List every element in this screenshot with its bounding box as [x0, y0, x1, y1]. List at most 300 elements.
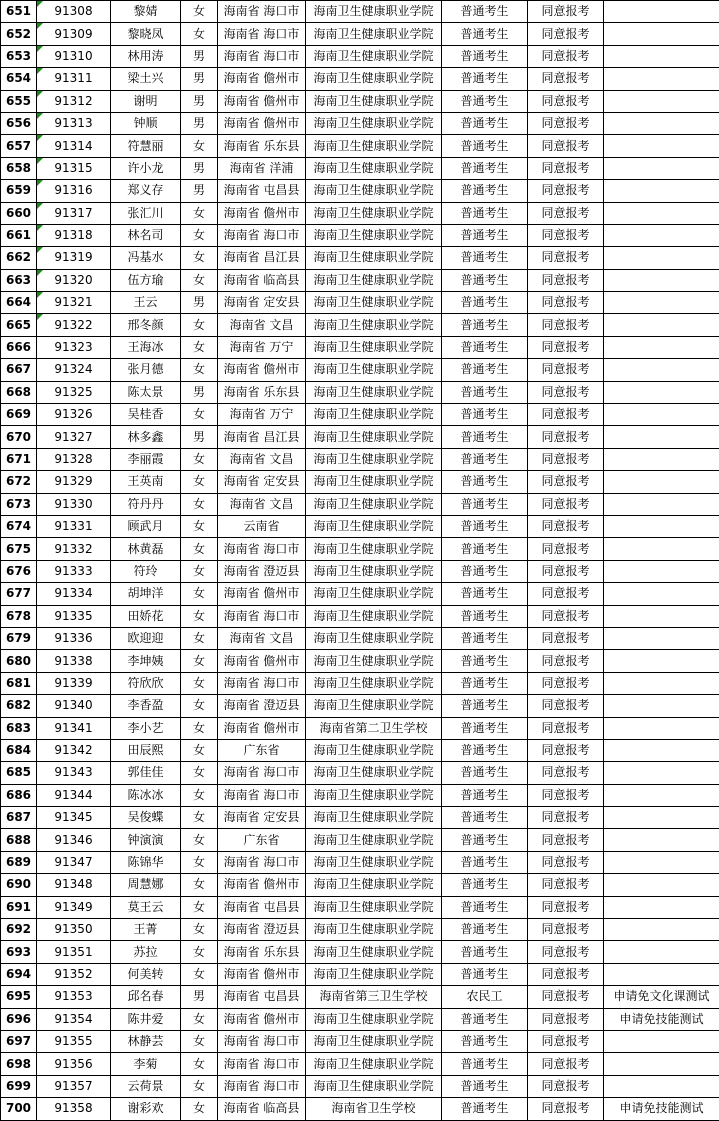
- note-cell: [604, 157, 719, 179]
- status-cell: 同意报考: [528, 112, 604, 134]
- sex-cell: 女: [181, 247, 218, 269]
- name-cell: 邱名春: [111, 986, 181, 1008]
- table-row: [1, 247, 719, 269]
- note-cell: [604, 896, 719, 918]
- name-cell: 李小艺: [111, 717, 181, 739]
- school-cell: 海南卫生健康职业学院: [306, 292, 442, 314]
- origin-cell: 海南省 海口市: [218, 605, 306, 627]
- school-cell: 海南卫生健康职业学院: [306, 896, 442, 918]
- table-row: [1, 784, 719, 806]
- applicant-type-cell: 普通考生: [442, 762, 528, 784]
- origin-cell: 海南省 定安县: [218, 471, 306, 493]
- row-number-cell: 683: [1, 717, 37, 739]
- status-cell: 同意报考: [528, 560, 604, 582]
- origin-cell: 海南省 海口市: [218, 538, 306, 560]
- table-row: [1, 605, 719, 627]
- origin-cell: 海南省 临高县: [218, 269, 306, 291]
- sex-cell: 女: [181, 717, 218, 739]
- table-row: [1, 1, 719, 23]
- table-row: [1, 896, 719, 918]
- row-number-cell: 670: [1, 426, 37, 448]
- school-cell: 海南卫生健康职业学院: [306, 807, 442, 829]
- applicant-type-cell: 普通考生: [442, 538, 528, 560]
- applicant-type-cell: 普通考生: [442, 247, 528, 269]
- origin-cell: 海南省 儋州市: [218, 717, 306, 739]
- table-row: [1, 314, 719, 336]
- applicant-type-cell: 普通考生: [442, 292, 528, 314]
- origin-cell: 海南省 澄迈县: [218, 695, 306, 717]
- name-cell: 吴俊蝶: [111, 807, 181, 829]
- applicant-id-cell: 91347: [37, 851, 111, 873]
- origin-cell: 海南省 屯昌县: [218, 986, 306, 1008]
- origin-cell: 广东省: [218, 739, 306, 761]
- note-cell: [604, 112, 719, 134]
- sex-cell: 女: [181, 135, 218, 157]
- note-cell: [604, 314, 719, 336]
- row-number-cell: 657: [1, 135, 37, 157]
- name-cell: 云荷景: [111, 1075, 181, 1097]
- status-cell: 同意报考: [528, 359, 604, 381]
- status-cell: 同意报考: [528, 538, 604, 560]
- status-cell: 同意报考: [528, 1098, 604, 1120]
- applicant-id-cell: 91315: [37, 157, 111, 179]
- note-cell: [604, 762, 719, 784]
- applicant-id-cell: 91336: [37, 627, 111, 649]
- name-cell: 林名司: [111, 224, 181, 246]
- row-number-cell: 673: [1, 493, 37, 515]
- sex-cell: 女: [181, 919, 218, 941]
- applicant-id-cell: 91349: [37, 896, 111, 918]
- status-cell: 同意报考: [528, 605, 604, 627]
- school-cell: 海南卫生健康职业学院: [306, 202, 442, 224]
- school-cell: 海南卫生健康职业学院: [306, 1075, 442, 1097]
- sex-cell: 女: [181, 583, 218, 605]
- applicant-id-cell: 91311: [37, 68, 111, 90]
- name-cell: 符丹丹: [111, 493, 181, 515]
- note-cell: [604, 1030, 719, 1052]
- applicant-type-cell: 普通考生: [442, 515, 528, 537]
- table-row: [1, 292, 719, 314]
- origin-cell: 海南省 万宁: [218, 404, 306, 426]
- applicant-id-cell: 91332: [37, 538, 111, 560]
- status-cell: 同意报考: [528, 314, 604, 336]
- applicant-id-cell: 91338: [37, 650, 111, 672]
- origin-cell: 海南省 洋浦: [218, 157, 306, 179]
- status-cell: 同意报考: [528, 1075, 604, 1097]
- status-cell: 同意报考: [528, 493, 604, 515]
- status-cell: 同意报考: [528, 515, 604, 537]
- status-cell: 同意报考: [528, 874, 604, 896]
- row-number-cell: 694: [1, 963, 37, 985]
- origin-cell: 云南省: [218, 515, 306, 537]
- applicant-id-cell: 91339: [37, 672, 111, 694]
- table-row: [1, 986, 719, 1008]
- note-cell: [604, 336, 719, 358]
- sex-cell: 男: [181, 112, 218, 134]
- status-cell: 同意报考: [528, 224, 604, 246]
- applicant-type-cell: 普通考生: [442, 695, 528, 717]
- note-cell: 申请免技能测试: [604, 1098, 719, 1120]
- sex-cell: 女: [181, 672, 218, 694]
- origin-cell: 海南省 昌江县: [218, 247, 306, 269]
- applicant-id-cell: 91312: [37, 90, 111, 112]
- note-cell: [604, 471, 719, 493]
- applicant-id-cell: 91348: [37, 874, 111, 896]
- applicant-id-cell: 91335: [37, 605, 111, 627]
- status-cell: 同意报考: [528, 157, 604, 179]
- note-cell: [604, 672, 719, 694]
- row-number-cell: 700: [1, 1098, 37, 1120]
- origin-cell: 海南省 海口市: [218, 1, 306, 23]
- status-cell: 同意报考: [528, 695, 604, 717]
- school-cell: 海南卫生健康职业学院: [306, 426, 442, 448]
- status-cell: 同意报考: [528, 269, 604, 291]
- applicant-type-cell: 普通考生: [442, 1008, 528, 1030]
- applicant-type-cell: 普通考生: [442, 23, 528, 45]
- note-cell: [604, 1053, 719, 1075]
- origin-cell: 海南省 海口市: [218, 1030, 306, 1052]
- applicant-type-cell: 普通考生: [442, 180, 528, 202]
- origin-cell: 海南省 儋州市: [218, 1008, 306, 1030]
- note-cell: [604, 829, 719, 851]
- row-number-cell: 651: [1, 1, 37, 23]
- table-row: [1, 426, 719, 448]
- status-cell: 同意报考: [528, 784, 604, 806]
- status-cell: 同意报考: [528, 829, 604, 851]
- name-cell: 田娇花: [111, 605, 181, 627]
- school-cell: 海南卫生健康职业学院: [306, 829, 442, 851]
- status-cell: 同意报考: [528, 717, 604, 739]
- name-cell: 黎晓凤: [111, 23, 181, 45]
- applicant-type-cell: 普通考生: [442, 1030, 528, 1052]
- name-cell: 许小龙: [111, 157, 181, 179]
- applicant-id-cell: 91341: [37, 717, 111, 739]
- name-cell: 郭佳佳: [111, 762, 181, 784]
- applicant-type-cell: 普通考生: [442, 45, 528, 67]
- table-row: [1, 471, 719, 493]
- status-cell: 同意报考: [528, 426, 604, 448]
- table-row: [1, 224, 719, 246]
- origin-cell: 海南省 海口市: [218, 45, 306, 67]
- row-number-cell: 691: [1, 896, 37, 918]
- table-row: [1, 269, 719, 291]
- name-cell: 王菁: [111, 919, 181, 941]
- name-cell: 李菊: [111, 1053, 181, 1075]
- note-cell: [604, 560, 719, 582]
- row-number-cell: 671: [1, 448, 37, 470]
- table-row: [1, 45, 719, 67]
- note-cell: [604, 874, 719, 896]
- sex-cell: 男: [181, 68, 218, 90]
- status-cell: 同意报考: [528, 583, 604, 605]
- school-cell: 海南卫生健康职业学院: [306, 1, 442, 23]
- name-cell: 顾武月: [111, 515, 181, 537]
- school-cell: 海南卫生健康职业学院: [306, 112, 442, 134]
- school-cell: 海南卫生健康职业学院: [306, 560, 442, 582]
- name-cell: 王英南: [111, 471, 181, 493]
- row-number-cell: 653: [1, 45, 37, 67]
- sex-cell: 女: [181, 224, 218, 246]
- applicant-id-cell: 91325: [37, 381, 111, 403]
- note-cell: [604, 292, 719, 314]
- origin-cell: 海南省 文昌: [218, 314, 306, 336]
- school-cell: 海南卫生健康职业学院: [306, 157, 442, 179]
- applicant-id-cell: 91328: [37, 448, 111, 470]
- applicant-id-cell: 91316: [37, 180, 111, 202]
- status-cell: 同意报考: [528, 471, 604, 493]
- name-cell: 何美转: [111, 963, 181, 985]
- table-row: [1, 493, 719, 515]
- applicant-id-cell: 91334: [37, 583, 111, 605]
- applicant-id-cell: 91342: [37, 739, 111, 761]
- row-number-cell: 663: [1, 269, 37, 291]
- table-row: [1, 1030, 719, 1052]
- table-row: [1, 202, 719, 224]
- school-cell: 海南卫生健康职业学院: [306, 23, 442, 45]
- table-row: [1, 695, 719, 717]
- note-cell: [604, 135, 719, 157]
- origin-cell: 海南省 儋州市: [218, 68, 306, 90]
- school-cell: 海南卫生健康职业学院: [306, 135, 442, 157]
- school-cell: 海南卫生健康职业学院: [306, 851, 442, 873]
- row-number-cell: 658: [1, 157, 37, 179]
- status-cell: 同意报考: [528, 807, 604, 829]
- note-cell: [604, 941, 719, 963]
- table-row: [1, 112, 719, 134]
- status-cell: 同意报考: [528, 135, 604, 157]
- status-cell: 同意报考: [528, 941, 604, 963]
- school-cell: 海南卫生健康职业学院: [306, 627, 442, 649]
- school-cell: 海南卫生健康职业学院: [306, 1008, 442, 1030]
- school-cell: 海南卫生健康职业学院: [306, 68, 442, 90]
- status-cell: 同意报考: [528, 762, 604, 784]
- school-cell: 海南卫生健康职业学院: [306, 448, 442, 470]
- applicant-id-cell: 91345: [37, 807, 111, 829]
- note-cell: [604, 381, 719, 403]
- applicant-id-cell: 91309: [37, 23, 111, 45]
- name-cell: 苏拉: [111, 941, 181, 963]
- name-cell: 田辰熙: [111, 739, 181, 761]
- note-cell: 申请免技能测试: [604, 1008, 719, 1030]
- row-number-cell: 659: [1, 180, 37, 202]
- row-number-cell: 665: [1, 314, 37, 336]
- sex-cell: 女: [181, 202, 218, 224]
- origin-cell: 海南省 澄迈县: [218, 560, 306, 582]
- origin-cell: 海南省 万宁: [218, 336, 306, 358]
- note-cell: [604, 202, 719, 224]
- origin-cell: 海南省 海口市: [218, 1053, 306, 1075]
- sex-cell: 女: [181, 807, 218, 829]
- school-cell: 海南卫生健康职业学院: [306, 45, 442, 67]
- applicant-id-cell: 91326: [37, 404, 111, 426]
- status-cell: 同意报考: [528, 45, 604, 67]
- applicant-type-cell: 普通考生: [442, 627, 528, 649]
- row-number-cell: 689: [1, 851, 37, 873]
- sex-cell: 女: [181, 1053, 218, 1075]
- applicant-id-cell: 91333: [37, 560, 111, 582]
- applicant-type-cell: 普通考生: [442, 1053, 528, 1075]
- applicant-type-cell: 普通考生: [442, 426, 528, 448]
- name-cell: 陈太景: [111, 381, 181, 403]
- name-cell: 李坤姨: [111, 650, 181, 672]
- origin-cell: 海南省 澄迈县: [218, 919, 306, 941]
- sex-cell: 女: [181, 762, 218, 784]
- row-number-cell: 693: [1, 941, 37, 963]
- note-cell: [604, 627, 719, 649]
- name-cell: 谢彩欢: [111, 1098, 181, 1120]
- name-cell: 胡坤洋: [111, 583, 181, 605]
- status-cell: 同意报考: [528, 68, 604, 90]
- applicant-id-cell: 91346: [37, 829, 111, 851]
- applicant-id-cell: 91340: [37, 695, 111, 717]
- status-cell: 同意报考: [528, 919, 604, 941]
- row-number-cell: 669: [1, 404, 37, 426]
- applicant-type-cell: 普通考生: [442, 448, 528, 470]
- origin-cell: 海南省 临高县: [218, 1098, 306, 1120]
- status-cell: 同意报考: [528, 202, 604, 224]
- applicant-type-cell: 普通考生: [442, 650, 528, 672]
- note-cell: [604, 448, 719, 470]
- origin-cell: 海南省 海口市: [218, 672, 306, 694]
- applicant-id-cell: 91318: [37, 224, 111, 246]
- name-cell: 梁土兴: [111, 68, 181, 90]
- school-cell: 海南卫生健康职业学院: [306, 739, 442, 761]
- name-cell: 王海冰: [111, 336, 181, 358]
- origin-cell: 海南省 儋州市: [218, 583, 306, 605]
- note-cell: [604, 404, 719, 426]
- name-cell: 谢明: [111, 90, 181, 112]
- school-cell: 海南卫生健康职业学院: [306, 941, 442, 963]
- table-row: [1, 1053, 719, 1075]
- table-row: [1, 157, 719, 179]
- origin-cell: 海南省 海口市: [218, 784, 306, 806]
- note-cell: [604, 1075, 719, 1097]
- sex-cell: 女: [181, 851, 218, 873]
- note-cell: 申请免文化课测试: [604, 986, 719, 1008]
- table-row: [1, 874, 719, 896]
- applicant-id-cell: 91343: [37, 762, 111, 784]
- sex-cell: 男: [181, 381, 218, 403]
- origin-cell: 海南省 屯昌县: [218, 896, 306, 918]
- status-cell: 同意报考: [528, 650, 604, 672]
- applicant-id-cell: 91356: [37, 1053, 111, 1075]
- origin-cell: 海南省 海口市: [218, 1075, 306, 1097]
- applicant-id-cell: 91352: [37, 963, 111, 985]
- status-cell: 同意报考: [528, 896, 604, 918]
- school-cell: 海南卫生健康职业学院: [306, 269, 442, 291]
- origin-cell: 海南省 乐东县: [218, 941, 306, 963]
- applicant-type-cell: 普通考生: [442, 1, 528, 23]
- applicant-type-cell: 普通考生: [442, 336, 528, 358]
- sex-cell: 女: [181, 515, 218, 537]
- note-cell: [604, 851, 719, 873]
- origin-cell: 海南省 屯昌县: [218, 180, 306, 202]
- school-cell: 海南卫生健康职业学院: [306, 919, 442, 941]
- table-row: [1, 404, 719, 426]
- status-cell: 同意报考: [528, 381, 604, 403]
- note-cell: [604, 23, 719, 45]
- row-number-cell: 652: [1, 23, 37, 45]
- note-cell: [604, 1, 719, 23]
- school-cell: 海南卫生健康职业学院: [306, 762, 442, 784]
- name-cell: 钟演演: [111, 829, 181, 851]
- applicant-type-cell: 普通考生: [442, 1075, 528, 1097]
- sex-cell: 男: [181, 292, 218, 314]
- name-cell: 林用涛: [111, 45, 181, 67]
- sex-cell: 女: [181, 1075, 218, 1097]
- sex-cell: 女: [181, 784, 218, 806]
- row-number-cell: 676: [1, 560, 37, 582]
- name-cell: 陈锦华: [111, 851, 181, 873]
- sex-cell: 女: [181, 695, 218, 717]
- school-cell: 海南省第三卫生学校: [306, 986, 442, 1008]
- row-number-cell: 688: [1, 829, 37, 851]
- name-cell: 莫王云: [111, 896, 181, 918]
- name-cell: 陈冰冰: [111, 784, 181, 806]
- applicant-type-cell: 普通考生: [442, 157, 528, 179]
- row-number-cell: 680: [1, 650, 37, 672]
- school-cell: 海南卫生健康职业学院: [306, 695, 442, 717]
- applicant-id-cell: 91319: [37, 247, 111, 269]
- applicant-id-cell: 91354: [37, 1008, 111, 1030]
- applicant-id-cell: 91355: [37, 1030, 111, 1052]
- name-cell: 钟顺: [111, 112, 181, 134]
- sex-cell: 女: [181, 963, 218, 985]
- row-number-cell: 687: [1, 807, 37, 829]
- applicant-type-cell: 普通考生: [442, 919, 528, 941]
- table-row: [1, 336, 719, 358]
- applicant-type-cell: 普通考生: [442, 135, 528, 157]
- applicant-type-cell: 普通考生: [442, 1098, 528, 1120]
- table-row: [1, 807, 719, 829]
- applicant-type-cell: 普通考生: [442, 739, 528, 761]
- school-cell: 海南卫生健康职业学院: [306, 515, 442, 537]
- row-number-cell: 668: [1, 381, 37, 403]
- applicant-type-cell: 普通考生: [442, 807, 528, 829]
- applicant-type-cell: 普通考生: [442, 851, 528, 873]
- status-cell: 同意报考: [528, 23, 604, 45]
- row-number-cell: 675: [1, 538, 37, 560]
- sex-cell: 男: [181, 157, 218, 179]
- status-cell: 同意报考: [528, 292, 604, 314]
- school-cell: 海南卫生健康职业学院: [306, 314, 442, 336]
- row-number-cell: 655: [1, 90, 37, 112]
- sex-cell: 男: [181, 426, 218, 448]
- sex-cell: 女: [181, 538, 218, 560]
- sex-cell: 女: [181, 404, 218, 426]
- note-cell: [604, 493, 719, 515]
- table-row: [1, 672, 719, 694]
- applicant-type-cell: 普通考生: [442, 717, 528, 739]
- name-cell: 冯基水: [111, 247, 181, 269]
- origin-cell: 海南省 儋州市: [218, 202, 306, 224]
- applicant-type-cell: 普通考生: [442, 202, 528, 224]
- applicant-type-cell: 普通考生: [442, 784, 528, 806]
- name-cell: 张汇川: [111, 202, 181, 224]
- status-cell: 同意报考: [528, 336, 604, 358]
- note-cell: [604, 650, 719, 672]
- applicant-id-cell: 91310: [37, 45, 111, 67]
- status-cell: 同意报考: [528, 963, 604, 985]
- origin-cell: 海南省 儋州市: [218, 650, 306, 672]
- table-row: [1, 762, 719, 784]
- row-number-cell: 664: [1, 292, 37, 314]
- sex-cell: 女: [181, 269, 218, 291]
- applicant-type-cell: 普通考生: [442, 359, 528, 381]
- applicant-id-cell: 91308: [37, 1, 111, 23]
- applicant-id-cell: 91324: [37, 359, 111, 381]
- table-row: [1, 68, 719, 90]
